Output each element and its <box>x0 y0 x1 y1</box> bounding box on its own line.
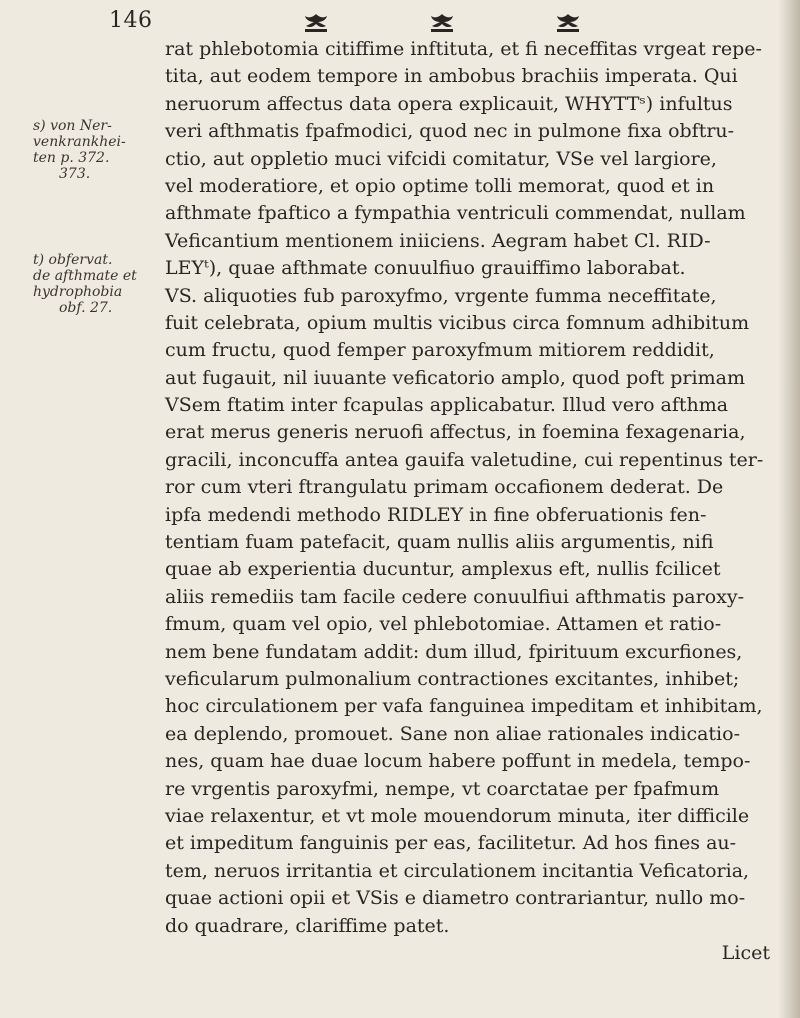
margin-note-line: de afthmate et <box>33 268 137 284</box>
text-line: fmum, quam vel opio, vel phlebotomiae. Attamen et ratio- <box>165 613 722 636</box>
text-line: ctio, aut oppletio muci vifcidi comitatur, VSe vel largiore, <box>165 147 717 170</box>
text-line: vel moderatiore, et opio optime tolli memorat, quod et in <box>165 174 715 197</box>
fleuron-icon <box>428 12 456 34</box>
margin-note-line: ten p. 372. <box>33 150 110 166</box>
text-line: viae relaxentur, et vt mole mouendorum minuta, iter difficile <box>165 804 750 827</box>
text-line: ror cum vteri ftrangulatu primam occafionem dederat. De <box>165 476 724 499</box>
text-line: tem, neruos irritantia et circulationem incitantia Veficatoria, <box>165 859 750 882</box>
text-line: VSem ftatim inter fcapulas applicabatur. Illud vero afthma <box>165 394 729 417</box>
text-line: aliis remediis tam facile cedere conuulfiui afthmatis paroxy- <box>165 585 745 608</box>
margin-note-footnote-t <box>33 252 151 316</box>
margin-note-footnote-s <box>33 118 151 182</box>
text-line: quae actioni opii et VSis e diametro contrariantur, nullo mo- <box>165 887 746 910</box>
margin-note-line: hydrophobia <box>33 284 123 300</box>
text-line: gracili, inconcuffa antea gauifa valetudine, cui repentinus ter- <box>165 448 764 471</box>
text-line: quae ab experientia ducuntur, amplexus eft, nullis fcilicet <box>165 558 721 581</box>
text-line: rat phlebotomia citiffime inftituta, et fi neceffitas vrgeat repe- <box>165 38 762 60</box>
header-ornaments <box>302 12 582 36</box>
margin-note-line: venkrankhei- <box>33 134 126 150</box>
text-line: ipfa medendi methodo RIDLEY in fine obferuationis fen- <box>165 503 707 526</box>
text-line: hoc circulationem per vafa fanguinea impeditam et inhibitam, <box>165 695 763 718</box>
text-line: afthmate fpaftico a fympathia ventriculi commendat, nullam <box>165 202 746 225</box>
margin-note-line: obf. 27. <box>59 300 113 316</box>
text-line: tentiam fuam patefacit, quam nullis aliis argumentis, nifi <box>165 531 714 554</box>
text-line: aut fugauit, nil iuuante veficatorio amplo, quod poft primam <box>165 366 745 389</box>
text-line: LEYᵗ), quae afthmate conuulfiuo grauiffimo laborabat. <box>165 257 686 280</box>
catchword: Licet <box>721 941 770 964</box>
text-line: ea deplendo, promouet. Sane non aliae rationales indicatio- <box>165 722 740 745</box>
margin-note-line: s) von Ner- <box>33 118 112 134</box>
text-line: neruorum affectus data opera explicauit, WHYTTˢ) infultus <box>165 92 733 115</box>
text-line: nes, quam hae duae locum habere poffunt in medela, tempo- <box>165 750 751 773</box>
text-line: erat merus generis neruofi affectus, in foemina fexagenaria, <box>165 421 746 444</box>
text-line: veficularum pulmonalium contractiones excitantes, inhibet; <box>165 667 740 690</box>
margin-note-line: t) obfervat. <box>33 252 113 268</box>
text-line: nem bene fundatam addit: dum illud, fpirituum excurfiones, <box>165 640 743 663</box>
text-line: Veficantium mentionem iniiciens. Aegram habet Cl. RID- <box>165 229 711 252</box>
text-line: cum fructu, quod femper paroxyfmum mitiorem reddidit, <box>165 339 715 362</box>
text-line: VS. aliquoties fub paroxyfmo, vrgente fumma neceffitate, <box>165 284 717 307</box>
fleuron-icon <box>302 12 330 34</box>
text-line: fuit celebrata, opium multis vicibus circa fomnum adhibitum <box>165 311 750 334</box>
margin-note-line: 373. <box>59 166 91 182</box>
text-line: tita, aut eodem tempore in ambobus brachiis imperata. Qui <box>165 65 738 88</box>
page-number: 146 <box>109 8 153 33</box>
text-line: do quadrare, clariffime patet. <box>165 914 450 937</box>
body-text <box>165 36 790 967</box>
text-line: et impeditum fanguinis per eas, facilitetur. Ad hos fines au- <box>165 832 737 855</box>
text-line: veri afthmatis fpafmodici, quod nec in pulmone fixa obftru- <box>165 120 735 143</box>
text-line: re vrgentis paroxyfmi, nempe, vt coarctatae per fpafmum <box>165 777 720 800</box>
fleuron-icon <box>554 12 582 34</box>
